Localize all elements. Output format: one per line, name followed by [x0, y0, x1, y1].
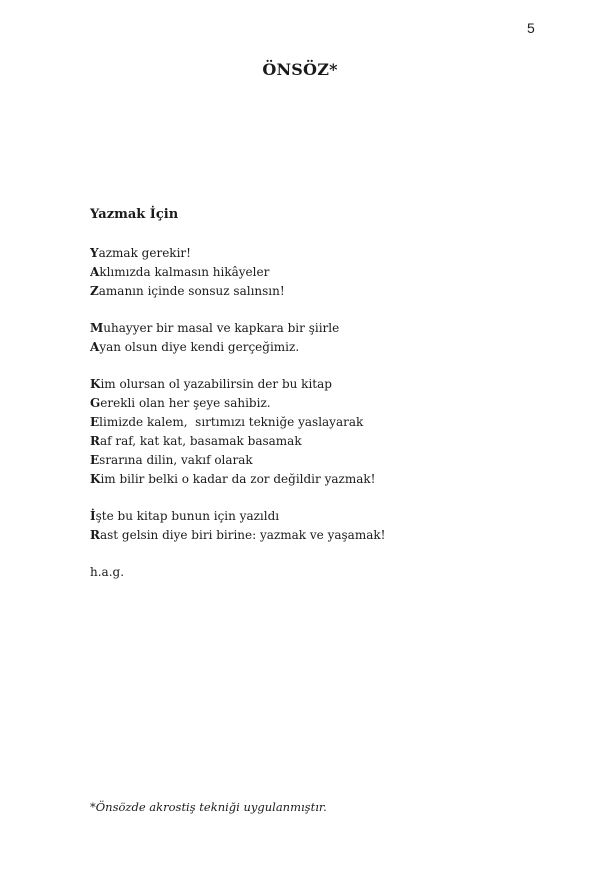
- poem-line: [90, 526, 510, 545]
- poem-line: [90, 451, 510, 470]
- stanza-4: [90, 507, 510, 545]
- signature: h.a.g.: [90, 565, 125, 579]
- poem: [90, 205, 510, 582]
- poem-line: [90, 244, 510, 263]
- poem-line: [90, 263, 510, 282]
- acrostic-initial: İ: [90, 509, 96, 523]
- line-text: limizde kalem, sırtımızı tekniğe yaslayarak: [99, 415, 364, 429]
- line-text: azmak gerekir!: [98, 246, 191, 260]
- acrostic-initial: Z: [90, 284, 99, 298]
- acrostic-initial: R: [90, 528, 100, 542]
- line-text: klımızda kalmasın hikâyeler: [99, 265, 270, 279]
- poem-line: [90, 507, 510, 526]
- footnote: *Önsözde akrostiş tekniği uygulanmıştır.: [90, 800, 327, 814]
- poem-line: [90, 470, 510, 489]
- poem-line: [90, 413, 510, 432]
- poem-line: [90, 432, 510, 451]
- stanza-1: [90, 244, 510, 301]
- line-text: yan olsun diye kendi gerçeğimiz.: [99, 340, 300, 354]
- acrostic-initial: K: [90, 377, 101, 391]
- line-text: şte bu kitap bunun için yazıldı: [95, 509, 280, 523]
- stanza-2: [90, 319, 510, 357]
- line-text: im bilir belki o kadar da zor değildir yazmak!: [100, 472, 376, 486]
- poem-line: [90, 338, 510, 357]
- acrostic-initial: E: [90, 453, 100, 467]
- acrostic-initial: A: [90, 265, 100, 279]
- line-text: uhayyer bir masal ve kapkara bir şiirle: [103, 321, 340, 335]
- line-text: af raf, kat kat, basamak basamak: [99, 434, 302, 448]
- acrostic-initial: K: [90, 472, 101, 486]
- poem-line: [90, 394, 510, 413]
- acrostic-initial: R: [90, 434, 100, 448]
- acrostic-initial: Y: [90, 246, 99, 260]
- poem-title: Yazmak İçin: [90, 207, 179, 222]
- poem-line: [90, 282, 510, 301]
- poem-line: [90, 375, 510, 394]
- line-text: ast gelsin diye biri birine: yazmak ve yaşamak!: [99, 528, 386, 542]
- stanza-3: [90, 375, 510, 489]
- page-title: ÖNSÖZ*: [262, 60, 338, 79]
- line-text: srarına dilin, vakıf olarak: [99, 453, 253, 467]
- page-number: 5: [527, 20, 535, 36]
- line-text: erekli olan her şeye sahibiz.: [100, 396, 271, 410]
- line-text: im olursan ol yazabilirsin der bu kitap: [100, 377, 332, 391]
- acrostic-initial: E: [90, 415, 100, 429]
- acrostic-initial: A: [90, 340, 100, 354]
- acrostic-initial: G: [90, 396, 101, 410]
- acrostic-initial: M: [90, 321, 104, 335]
- poem-line: [90, 319, 510, 338]
- line-text: amanın içinde sonsuz salınsın!: [98, 284, 285, 298]
